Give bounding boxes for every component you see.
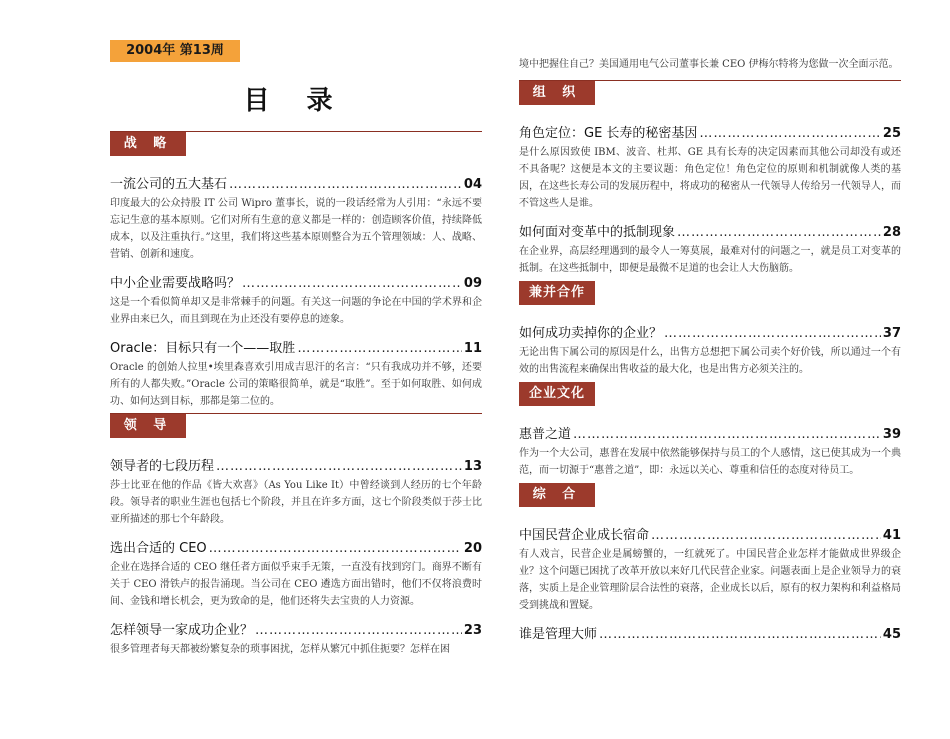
toc-entry[interactable] [110,340,482,410]
leader-dots [242,275,462,293]
leader-dots [664,325,881,343]
leader-dots [216,458,462,476]
entry-description: Oracle 的创始人拉里•埃里森喜欢引用成吉思汗的名言：“只有我成功并不够，还要所有的人都失败。”Oracle 公司的策略很简单，就是“取胜”。至于如何取胜、如何成功、如何达到目标，那都是第二位的。 [110,362,482,407]
entry-title[interactable]: 如何成功卖掉你的企业？ [519,326,663,341]
entry-description: 企业在选择合适的 CEO 继任者方面似乎束手无策，一直没有找到窍门。商界不断有关于 CEO 滑铁卢的报告涌现。当公司在 CEO 遴选方面出错时，他们不仅将浪费时间、金钱和增长机会，更为致命的是，他们还将失去宝贵的人力资源。 [110,562,482,607]
entry-title[interactable]: 一流公司的五大基石 [110,177,228,192]
page-number: 41 [882,528,901,543]
entry-description: 有人戏言，民营企业是属螃蟹的，一红就死了。中国民营企业怎样才能做成世界级企业？这个问题已困扰了改革开放以来好几代民营企业家。问题表面上是企业领导力的衰落，实质上是企业管理阶层合法性的衰落，企业成长以后，原有的权力架构和利益格局受到挑战和置疑。 [519,549,901,611]
entry-title-row[interactable] [519,626,901,644]
section-header-general [519,479,901,515]
leader-dots [229,176,462,194]
section-tag-organization: 组 织 [519,81,595,105]
section-header-organization [519,77,901,113]
section-tag-general: 综 合 [519,483,595,507]
section-tag-leadership: 领 导 [110,414,186,438]
section-header-merger [519,277,901,313]
section-tag-merger: 兼并合作 [519,281,595,305]
entry-title-row[interactable] [519,426,901,444]
entry-title-row[interactable] [110,540,482,558]
leader-dots [599,626,881,644]
page-number: 23 [463,623,482,638]
entry-description: 这是一个看似简单却又是非常棘手的问题。有关这一问题的争论在中国的学术界和企业界由来已久，而且到现在为止还没有要停息的迹象。 [110,297,482,325]
entry-description: 无论出售下属公司的原因是什么，出售方总想把下属公司卖个好价钱，所以通过一个有效的出售流程来确保出售收益的最大化，也是出售方必须关注的。 [519,347,901,375]
page-number: 25 [882,126,901,141]
section-tag-culture: 企业文化 [519,382,595,406]
entry-title-row[interactable] [110,622,482,640]
section-header-culture [519,378,901,414]
leader-dots [651,527,881,545]
left-column [110,128,482,658]
continued-description: 境中把握住自己？美国通用电气公司董事长兼 CEO 伊梅尔特将为您做一次全面示范。 [519,59,899,70]
page-number: 04 [463,177,482,192]
entry-title[interactable]: Oracle：目标只有一个——取胜 [110,341,296,356]
section-tag-strategy: 战 略 [110,132,186,156]
toc-entry[interactable] [110,540,482,610]
toc-entry[interactable] [519,125,901,212]
entry-title[interactable]: 中国民营企业成长宿命 [519,528,650,543]
entry-title[interactable]: 惠普之道 [519,427,572,442]
section-header-strategy [110,128,482,164]
page-title: 目 录 [243,86,347,116]
toc-entry[interactable] [519,426,901,479]
entry-title[interactable]: 如何面对变革中的抵制现象 [519,225,676,240]
section-header-leadership [110,410,482,446]
toc-entry[interactable] [110,275,482,328]
toc-entry[interactable] [519,527,901,614]
page-number: 09 [463,276,482,291]
entry-description: 莎士比亚在他的作品《皆大欢喜》（As You Like It）中曾经谈到人经历的七个年龄段。领导者的职业生涯也包括七个阶段，并且在许多方面，这七个阶段类似于莎士比亚所描述的那七个年龄段。 [110,480,482,525]
leader-dots [297,340,462,358]
toc-entry[interactable] [110,458,482,528]
leader-dots [209,540,462,558]
toc-entry[interactable] [110,176,482,263]
entry-description: 印度最大的公众持股 IT 公司 Wipro 董事长，说的一段话经常为人引用：“永远不要忘记生意的基本原则。它们对所有生意的意义都是一样的：创造顾客价值，持续降低成本，以及注重执行。”这里，我们将这些基本原则整合为五个管理领域：人、战略、营销、创新和速度。 [110,198,482,260]
entry-title-row[interactable] [110,458,482,476]
entry-title[interactable]: 角色定位：GE 长寿的秘密基因 [519,126,698,141]
page-number: 39 [882,427,901,442]
page-number: 20 [463,541,482,556]
entry-title[interactable]: 领导者的七段历程 [110,459,215,474]
entry-description: 在企业界，高层经理遇到的最令人一筹莫展，最难对付的问题之一，就是员工对变革的抵制。在这些抵制中，即便是最微不足道的也会让人大伤脑筋。 [519,246,901,274]
issue-badge: 2004年 第13周 [110,40,240,62]
page-number: 28 [882,225,901,240]
entry-title[interactable]: 中小企业需要战略吗？ [110,276,241,291]
entry-title[interactable]: 谁是管理大师 [519,627,598,642]
entry-description: 很多管理者每天都被纷繁复杂的琐事困扰，怎样从繁冗中抓住扼要？怎样在困 [110,644,450,655]
entry-title-row[interactable] [519,527,901,545]
page-number: 37 [882,326,901,341]
entry-title[interactable]: 选出合适的 CEO [110,541,207,556]
entry-title-row[interactable] [110,176,482,194]
entry-title-row[interactable] [110,275,482,293]
page-number: 45 [882,627,901,642]
leader-dots [699,125,880,143]
entry-title-row[interactable] [519,325,901,343]
entry-description: 作为一个大公司，惠普在发展中依然能够保持与员工的个人感情，这已使其成为一个典范，而一切源于“惠普之道”，即：永远以关心、尊重和信任的态度对待员工。 [519,448,901,476]
toc-entry[interactable] [519,626,901,644]
entry-title-row[interactable] [519,125,901,143]
entry-title-row[interactable] [110,340,482,358]
toc-entry[interactable] [519,224,901,277]
page-number: 11 [463,341,482,356]
leader-dots [573,426,881,444]
page-number: 13 [463,459,482,474]
toc-entry[interactable] [519,325,901,378]
entry-title-row[interactable] [519,224,901,242]
right-column [519,56,901,644]
leader-dots [677,224,881,242]
toc-entry[interactable] [110,622,482,658]
entry-title[interactable]: 怎样领导一家成功企业？ [110,623,254,638]
entry-description: 是什么原因致使 IBM、波音、杜邦、GE 具有长寿的决定因素而其他公司却没有或还不具备呢？这便是本文的主要议题：角色定位！角色定位的原则和机制就像人类的基因，在这些长寿公司的发展历程中，将成功的秘密从一代领导人传给另一代领导人，而不管这些人是谁。 [519,147,901,209]
leader-dots [255,622,462,640]
